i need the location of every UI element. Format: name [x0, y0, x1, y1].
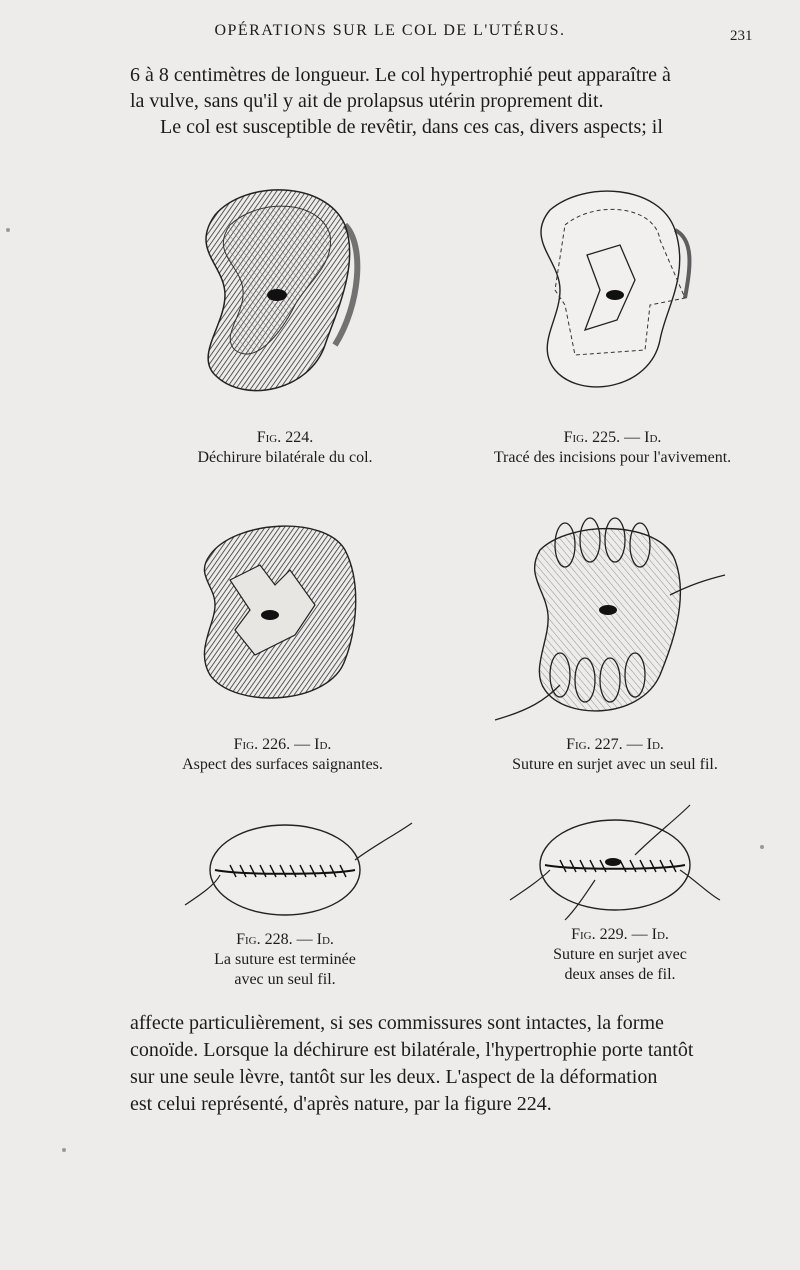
text-line: la vulve, sans qu'il y ait de prolapsus utérin proprement dit. — [130, 90, 604, 112]
text-line: Le col est susceptible de revêtir, dans ces cas, divers aspects; il — [160, 116, 663, 138]
figure-226-illustration — [195, 515, 370, 705]
print-speck — [62, 1148, 66, 1152]
figure-caption: Aspect des surfaces saignantes. — [182, 756, 383, 773]
figure-caption: Suture en surjet avec un seul fil. — [512, 756, 718, 773]
figure-225-illustration — [525, 180, 705, 405]
print-speck — [760, 845, 764, 849]
figure-228-caption — [180, 930, 390, 990]
figure-225-caption — [465, 428, 760, 468]
print-speck — [6, 228, 10, 232]
figure-label: Fig. 226. — Id. — [233, 736, 332, 753]
figure-227-caption — [480, 735, 750, 775]
figure-caption-line: La suture est terminée — [214, 951, 356, 968]
figure-227-illustration — [490, 510, 730, 730]
figure-224-illustration — [185, 175, 375, 405]
running-title: OPÉRATIONS SUR LE COL DE L'UTÉRUS. — [214, 22, 566, 39]
text-line: conoïde. Lorsque la déchirure est bilatérale, l'hypertrophie porte tantôt — [130, 1039, 694, 1061]
figure-226-caption — [165, 735, 400, 775]
top-paragraph — [130, 62, 770, 140]
figure-label: Fig. 225. — Id. — [563, 429, 662, 446]
page-number: 231 — [730, 28, 753, 44]
figure-label: Fig. 227. — Id. — [566, 736, 664, 753]
figure-229-illustration — [505, 800, 725, 925]
text-line: est celui représenté, d'après nature, par la figure 224. — [130, 1093, 552, 1115]
figure-caption-line: deux anses de fil. — [564, 966, 676, 983]
figure-caption-line: avec un seul fil. — [234, 971, 336, 988]
figure-228-illustration — [180, 815, 415, 925]
figure-label: Fig. 228. — Id. — [236, 931, 334, 948]
figure-224-caption — [160, 428, 410, 468]
figure-caption-line: Suture en surjet avec — [553, 946, 687, 963]
bottom-paragraph — [130, 1010, 770, 1118]
figure-label: Fig. 224. — [256, 429, 314, 446]
figure-229-caption — [515, 925, 725, 985]
text-line: 6 à 8 centimètres de longueur. Le col hypertrophié peut apparaître à — [130, 64, 671, 86]
figure-label: Fig. 229. — Id. — [571, 926, 669, 943]
figure-caption: Déchirure bilatérale du col. — [197, 449, 373, 466]
text-line: sur une seule lèvre, tantôt sur les deux. L'aspect de la déformation — [130, 1066, 658, 1088]
figure-caption: Tracé des incisions pour l'avivement. — [493, 449, 732, 466]
text-line: affecte particulièrement, si ses commissures sont intactes, la forme — [130, 1012, 664, 1034]
